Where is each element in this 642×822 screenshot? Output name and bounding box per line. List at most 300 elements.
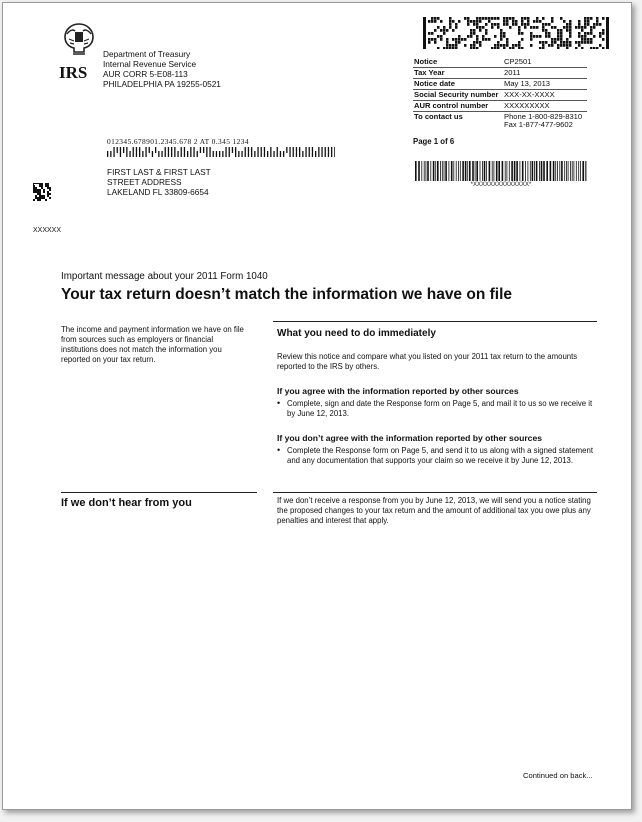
- barcode-module: [431, 20, 434, 23]
- barcode-module: [587, 32, 590, 35]
- barcode-module: [434, 29, 437, 32]
- barcode-module: [587, 20, 590, 23]
- postnet-bar: [181, 147, 182, 157]
- barcode-module: [545, 29, 548, 32]
- barcode-module: [542, 47, 545, 49]
- barcode-module: [545, 41, 548, 44]
- barcode-module: [503, 17, 506, 20]
- barcode-bar: [440, 161, 441, 181]
- barcode-module: [584, 20, 587, 23]
- qr-module: [37, 191, 39, 193]
- qr-module: [35, 189, 37, 191]
- barcode-module: [515, 44, 518, 47]
- barcode-module: [485, 38, 488, 41]
- barcode-module: [479, 41, 482, 44]
- barcode-bar: [460, 161, 461, 181]
- barcode-module: [437, 47, 440, 49]
- postnet-bar: [120, 147, 121, 157]
- qr-module: [47, 193, 49, 195]
- qr-module: [45, 199, 47, 201]
- postnet-bar: [190, 147, 191, 157]
- barcode-module: [482, 38, 485, 41]
- barcode-bar: [494, 161, 495, 181]
- barcode-bar: [435, 161, 436, 181]
- barcode-module: [476, 17, 479, 20]
- barcode-bar: [451, 161, 453, 181]
- no-response-heading: If we don’t hear from you: [61, 497, 192, 509]
- barcode-module: [437, 35, 440, 38]
- postnet-bar: [321, 147, 322, 157]
- barcode-module: [446, 47, 449, 49]
- barcode-module: [587, 17, 590, 20]
- barcode-module: [578, 23, 581, 26]
- barcode-bar: [475, 161, 476, 181]
- barcode-module: [434, 41, 437, 44]
- barcode-module: [560, 38, 563, 41]
- barcode-module: [569, 32, 572, 35]
- postnet-bar: [206, 147, 207, 157]
- barcode-bar: [484, 161, 486, 181]
- barcode-module: [551, 26, 554, 29]
- barcode-module: [509, 17, 512, 20]
- barcode-module: [563, 26, 566, 29]
- qr-module: [41, 185, 43, 187]
- info-value: 2011: [503, 68, 587, 79]
- sender-line: Department of Treasury: [103, 49, 191, 59]
- qr-module: [39, 193, 41, 195]
- qr-module: [43, 191, 45, 193]
- barcode-bar: [456, 161, 457, 181]
- postnet-bar: [177, 151, 178, 157]
- barcode-module: [530, 32, 533, 35]
- postnet-bar: [129, 151, 130, 157]
- barcode-bar: [496, 161, 498, 181]
- contact-values: [503, 112, 587, 131]
- barcode-module: [518, 32, 521, 35]
- barcode-module: [494, 47, 497, 49]
- barcode-module: [464, 38, 467, 41]
- barcode-bar: [507, 161, 508, 181]
- qr-module: [47, 191, 49, 193]
- barcode-module: [503, 20, 506, 23]
- barcode-module: [590, 17, 593, 20]
- barcode-bar: [572, 161, 573, 181]
- barcode-module: [566, 44, 569, 47]
- barcode-module: [491, 26, 494, 29]
- barcode-module: [524, 17, 527, 20]
- barcode-bar: [528, 161, 529, 181]
- barcode-module: [527, 17, 530, 20]
- postnet-bar: [142, 151, 143, 157]
- barcode-module: [452, 44, 455, 47]
- barcode-module: [548, 23, 551, 26]
- barcode-bar: [546, 161, 548, 181]
- barcode-module: [542, 26, 545, 29]
- barcode-module: [431, 38, 434, 41]
- postnet-bar: [123, 147, 124, 153]
- barcode-module: [560, 35, 563, 38]
- recipient-line: FIRST LAST & FIRST LAST: [107, 167, 211, 177]
- barcode-module: [518, 47, 521, 49]
- barcode-bar: [516, 161, 518, 181]
- barcode-module: [473, 20, 476, 23]
- barcode-module: [476, 35, 479, 38]
- barcode-module: [521, 38, 524, 41]
- barcode-module: [527, 20, 530, 23]
- barcode-module: [437, 26, 440, 29]
- barcode-module: [566, 23, 569, 26]
- postnet-bar: [126, 147, 127, 157]
- barcode-bar: [553, 161, 555, 181]
- postnet-bar: [225, 147, 226, 157]
- barcode-module: [587, 23, 590, 26]
- barcode-module: [503, 23, 506, 26]
- barcode-module: [599, 35, 602, 38]
- disagree-bullet-text: Complete the Response form on Page 5, and send it to us along with a signed statement and any documentation that supports your claim so we receive it by June 12, 2013.: [287, 446, 593, 465]
- qr-module: [35, 187, 37, 189]
- postnet-bar: [187, 151, 188, 157]
- barcode-module: [506, 17, 509, 20]
- qr-module: [45, 185, 47, 187]
- barcode-module: [539, 35, 542, 38]
- barcode-module: [557, 44, 560, 47]
- barcode-module: [560, 32, 563, 35]
- barcode-module: [533, 26, 536, 29]
- barcode-module: [557, 35, 560, 38]
- agree-bullet-text: Complete, sign and date the Response form on Page 5, and mail it to us so we receive it by June 12, 2013.: [287, 399, 593, 418]
- postnet-bar: [289, 147, 290, 157]
- qr-module: [39, 197, 41, 199]
- barcode-bar: [505, 161, 506, 181]
- barcode-bar: [522, 161, 524, 181]
- barcode-module: [443, 26, 446, 29]
- barcode-module: [494, 23, 497, 26]
- postnet-bar: [286, 147, 287, 153]
- postnet-bar: [305, 147, 306, 157]
- info-value: XXX-XX-XXXX: [503, 90, 587, 101]
- qr-module: [41, 195, 43, 197]
- postnet-bar: [245, 147, 246, 157]
- barcode-module: [488, 17, 491, 20]
- qr-module: [35, 195, 37, 197]
- recipient-address: [107, 167, 211, 197]
- barcode-bar: [418, 161, 420, 181]
- qr-module: [39, 185, 41, 187]
- barcode-module: [428, 20, 431, 23]
- barcode-module: [488, 20, 491, 23]
- info-row: [413, 101, 587, 112]
- postnet-bar: [267, 151, 268, 157]
- barcode-module: [473, 41, 476, 44]
- barcode-module: [494, 35, 497, 38]
- barcode-module: [428, 41, 431, 44]
- barcode-module: [470, 47, 473, 49]
- barcode-module: [467, 17, 470, 20]
- barcode-bar: [449, 161, 450, 181]
- barcode-module: [527, 23, 530, 26]
- barcode-module: [584, 32, 587, 35]
- barcode-bar: [469, 161, 471, 181]
- barcode-bar: [580, 161, 581, 181]
- qr-module: [41, 187, 43, 189]
- barcode-module: [503, 35, 506, 38]
- barcode-bar: [453, 161, 454, 181]
- barcode-module: [428, 32, 431, 35]
- barcode-bar: [498, 161, 500, 181]
- barcode-bar: [465, 161, 467, 181]
- postnet-bar: [161, 151, 162, 157]
- barcode-module: [602, 29, 605, 32]
- barcode-module: [455, 38, 458, 41]
- barcode-bar: [582, 161, 584, 181]
- barcode-module: [536, 20, 539, 23]
- barcode-module: [467, 35, 470, 38]
- postnet-bar: [273, 151, 274, 157]
- barcode-module: [593, 47, 596, 49]
- postnet-bar: [229, 147, 230, 157]
- barcode-module: [590, 26, 593, 29]
- barcode-module: [503, 47, 506, 49]
- barcode-module: [590, 41, 593, 44]
- postnet-bar: [299, 147, 300, 157]
- barcode-module: [602, 32, 605, 35]
- barcode-bar: [476, 161, 478, 181]
- barcode-module: [503, 44, 506, 47]
- barcode-module: [443, 32, 446, 35]
- barcode-module: [596, 23, 599, 26]
- todo-heading: What you need to do immediately: [277, 328, 436, 339]
- divider: [61, 492, 257, 493]
- barcode-module: [557, 47, 560, 49]
- barcode-module: [509, 26, 512, 29]
- barcode-module: [593, 26, 596, 29]
- 2d-barcode: [423, 17, 609, 49]
- postnet-bar: [110, 151, 111, 157]
- barcode-module: [593, 23, 596, 26]
- postnet-bar: [165, 147, 166, 157]
- irs-eagle-logo: [61, 21, 97, 61]
- barcode-module: [554, 41, 557, 44]
- postnet-bar: [302, 151, 303, 157]
- barcode-module: [533, 20, 536, 23]
- barcode-module: [584, 26, 587, 29]
- barcode-module: [464, 17, 467, 20]
- barcode-bar: [532, 161, 534, 181]
- qr-module: [39, 195, 41, 197]
- barcode-bar: [462, 161, 464, 181]
- postnet-bar: [113, 147, 114, 157]
- qr-module: [41, 183, 43, 185]
- barcode-bar: [534, 161, 535, 181]
- barcode-bar: [514, 161, 516, 181]
- barcode-module: [539, 47, 542, 49]
- qr-module: [35, 191, 37, 193]
- qr-module: [35, 197, 37, 199]
- barcode-module: [494, 44, 497, 47]
- sender-line: PHILADELPHIA PA 19255-0521: [103, 79, 221, 89]
- barcode-module: [440, 20, 443, 23]
- barcode-module: [554, 26, 557, 29]
- barcode-module: [476, 41, 479, 44]
- barcode-module: [524, 26, 527, 29]
- barcode-module: [473, 47, 476, 49]
- barcode-module: [530, 35, 533, 38]
- barcode-module: [458, 38, 461, 41]
- barcode-module: [584, 35, 587, 38]
- barcode-module: [551, 17, 554, 20]
- barcode-module: [512, 17, 515, 20]
- barcode-module: [452, 38, 455, 41]
- barcode-bar: [492, 161, 493, 181]
- postnet-bar: [325, 147, 326, 157]
- barcode-bar: [480, 161, 481, 181]
- barcode-bar: [424, 161, 425, 181]
- barcode-module: [518, 41, 521, 44]
- postnet-bar: [171, 147, 172, 157]
- postnet-bar: [280, 151, 281, 157]
- barcode-bar: [525, 161, 526, 181]
- qr-module: [37, 189, 39, 191]
- barcode-module: [449, 26, 452, 29]
- contact-fax: Fax 1-877-477-9602: [504, 120, 573, 129]
- barcode-bar: [543, 161, 545, 181]
- barcode-module: [512, 44, 515, 47]
- qr-module: [47, 195, 49, 197]
- recipient-line: LAKELAND FL 33809-6654: [107, 187, 209, 197]
- barcode-module: [506, 20, 509, 23]
- barcode-module: [509, 47, 512, 49]
- barcode-module: [557, 38, 560, 41]
- barcode-module: [569, 29, 572, 32]
- barcode-module: [560, 44, 563, 47]
- postnet-bar: [149, 147, 150, 153]
- barcode-module: [470, 29, 473, 32]
- barcode-module: [500, 38, 503, 41]
- notice-info-table: [413, 57, 587, 130]
- barcode-bar: [442, 161, 443, 181]
- postnet-bar: [145, 147, 146, 157]
- barcode-module: [533, 35, 536, 38]
- barcode-bar: [472, 161, 474, 181]
- sender-line: Internal Revenue Service: [103, 59, 197, 69]
- postnet-bar: [251, 147, 252, 157]
- bullet-icon: •: [277, 445, 281, 455]
- barcode-module: [587, 41, 590, 44]
- barcode-module: [452, 20, 455, 23]
- barcode-module: [518, 29, 521, 32]
- postnet-bar: [152, 151, 153, 157]
- barcode-bar: [555, 161, 556, 181]
- barcode-module: [446, 41, 449, 44]
- barcode-module: [461, 38, 464, 41]
- barcode-bar: [458, 161, 459, 181]
- barcode-bar: [570, 161, 571, 181]
- info-row: [413, 112, 587, 131]
- barcode-module: [560, 29, 563, 32]
- info-row: [413, 90, 587, 101]
- barcode-module: [440, 35, 443, 38]
- barcode-bar: [574, 161, 575, 181]
- barcode-module: [518, 44, 521, 47]
- barcode-module: [521, 17, 524, 20]
- barcode-module: [479, 20, 482, 23]
- barcode-module: [536, 35, 539, 38]
- barcode-module: [578, 44, 581, 47]
- barcode-module: [437, 17, 440, 20]
- barcode-module: [431, 32, 434, 35]
- barcode-module: [473, 29, 476, 32]
- postnet-bar: [193, 147, 194, 157]
- barcode-module: [455, 26, 458, 29]
- postnet-bar: [328, 147, 329, 157]
- postnet-bar: [283, 151, 284, 157]
- barcode-module: [560, 17, 563, 20]
- barcode-module: [536, 26, 539, 29]
- barcode-module: [491, 47, 494, 49]
- barcode-module: [521, 32, 524, 35]
- barcode-module: [428, 38, 431, 41]
- barcode-module: [440, 38, 443, 41]
- postnet-bar: [315, 151, 316, 157]
- barcode-module: [539, 20, 542, 23]
- qr-module: [47, 187, 49, 189]
- barcode-module: [458, 41, 461, 44]
- barcode-module: [599, 32, 602, 35]
- info-row: [413, 68, 587, 79]
- sender-line: AUR CORR 5-E08-113: [103, 69, 188, 79]
- postnet-bar: [254, 151, 255, 157]
- barcode-module: [503, 32, 506, 35]
- barcode-module: [584, 23, 587, 26]
- barcode-bar: [421, 161, 422, 181]
- barcode-module: [596, 17, 599, 20]
- postnet-bar: [219, 151, 220, 157]
- barcode-module: [545, 32, 548, 35]
- barcode-module: [455, 44, 458, 47]
- bullet-icon: •: [277, 398, 281, 408]
- barcode-bar: [482, 161, 483, 181]
- barcode-module: [584, 41, 587, 44]
- no-response-paragraph: If we don’t receive a response from you by June 12, 2013, we will send you a notice stating the proposed changes to your tax return and the amount of additional tax you owe plus any penalties and interest that apply.: [277, 496, 591, 525]
- barcode-module: [479, 17, 482, 20]
- barcode-module: [551, 20, 554, 23]
- postnet-bar: [248, 147, 249, 157]
- barcode-module: [542, 23, 545, 26]
- barcode-module: [515, 20, 518, 23]
- barcode-module: [506, 44, 509, 47]
- postnet-bar: [200, 147, 201, 153]
- barcode-bar: [511, 161, 513, 181]
- barcode-module: [476, 38, 479, 41]
- barcode-module: [443, 29, 446, 32]
- barcode-module: [596, 20, 599, 23]
- barcode-module: [423, 17, 426, 49]
- barcode-module: [521, 20, 524, 23]
- barcode-module: [434, 17, 437, 20]
- barcode-module: [569, 44, 572, 47]
- barcode-module: [548, 35, 551, 38]
- barcode-module: [530, 44, 533, 47]
- barcode-bar: [486, 161, 487, 181]
- barcode-module: [440, 29, 443, 32]
- postnet-bar: [334, 147, 335, 157]
- barcode-module: [548, 32, 551, 35]
- barcode-module: [512, 23, 515, 26]
- barcode-module: [524, 23, 527, 26]
- barcode-module: [596, 47, 599, 49]
- barcode-module: [473, 23, 476, 26]
- barcode-module: [506, 41, 509, 44]
